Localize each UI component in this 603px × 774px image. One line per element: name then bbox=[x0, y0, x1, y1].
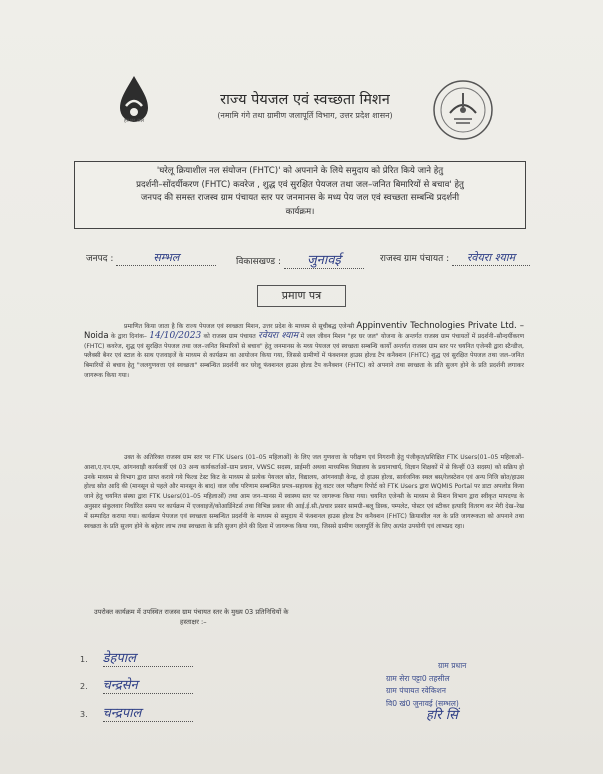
closing-line-1: उपरोक्त कार्यक्रम में उपस्थित राजस्व ग्राम पंचायत स्तर के मुख्य 03 प्रतिनिधियों के bbox=[94, 608, 289, 616]
paragraph-1-lead: प्रमाणित किया जाता है कि राज्य पेयजल एवं स्वच्छता मिशन, उत्तर प्रदेश के माध्यम से सूचीबद्ध एजेन्सी bbox=[124, 323, 355, 330]
stamp-line-1: ग्राम सेरा पट्टा0 तहसील bbox=[386, 673, 450, 683]
block-value: जुनावई bbox=[284, 250, 364, 269]
date-prefix: के द्वारा दिनांक– bbox=[110, 332, 147, 340]
signature-name: डेहपाल bbox=[102, 651, 136, 666]
stamp-line-3: वि0 खं0 जुनावई (सम्भल) bbox=[386, 698, 459, 708]
certificate-paragraph-2: उक्त के अतिरिक्त राजस्व ग्राम स्तर पर FTK Users (01–05 महिलाओं) के लिए जल गुणवत्ता के परीक्षण एवं निगरानी हेतु पंजीकृत/प्रशिक्षित FTK Users(01–05 महिलाओं–आशा,ए.एन.एम, आंगनवाड़ी कार्यकर्त्री एवं 03 अन्य कार्यकर्ताओं–ग्राम प्रधान, VWSC सदस्य, प्राईमरी अथवा माध्यमिक विद्यालय के प्रधानाचार्य, विज्ञान शिक्षकों में से किन्हीं 03 सदस्य) को सक्रिय हो उनके माध्यम से विभाग द्वारा प्राप्त कराये गये फिल्ड टेस्ट किट के माध्यम से प्रत्येक पेयजल स्रोत, विद्यालय, आंगनवाड़ी केन्द्र, दो हाउस होल्ड, सार्वजनिक स्थल बस/रेलस्टेशन एवं अन्य निजि स्रोत/हाउस होल्ड स्रोत आदि की (मानसून से पहले और मानसून के बाद) वाल जाँच परिणाम सम्बन्धित प्रपत्र–सहायक हेतु वाटर जल परीक्षण रिपोर्ट को FTK Users द्वारा WQMIS Portal पर डाटा अपलोड किया जाने हेतु चयनित संस्था द्वारा FTK Users(01–05 महिलाओं) तथा आम जन–मानस में स्वास्थ्य स्तर पर जागरूक किया गया। चयनित एजेन्सी के माध्यम से मिशन विभाग द्वारा स्वीकृत मापदण्ड के अनुसार संकुलवार निर्धारित समय पर कार्यक्रम में एजवाइजें/कोआर्डिनेटर्स तथा विभिन्न प्रकार की आई.ई.सी./प्रचार प्रसार सामग्री–बलू डिस्क, पम्पलेट, पोस्टर एवं स्टीकर इत्यादि वितरण कर मेरी देख–रेख में सम्पादित कराया गया। कार्यक्रम पेयजल एवं स्वच्छता सम्बन्धित प्रदर्शनी के माध्यम से समुदाय में फंक्शनल हाउस होल्ड टैप कनैक्शन (FHTC) क्रियाशील नल के प्रति जागरूकता को अपनाने तथा स्वच्छता के प्रति सुजग होने के बहेतर लाभ तथा स्वच्छता के प्रति सुजग होने की दिशा में जागरूक किया गया, जिससे ग्रामीण जलापूर्ति के लिए अत्यंत उपयोगी एवं लाभप्रद रहा। bbox=[84, 454, 524, 530]
mission-title: राज्य पेयजल एवं स्वच्छता मिशन bbox=[220, 92, 390, 108]
district-label: जनपद : bbox=[86, 254, 114, 264]
stamp-signature: हरि सिं bbox=[426, 708, 458, 723]
signature-number: 2. bbox=[80, 682, 88, 691]
stamp-line-2: ग्राम पंचायत रवेकिशन bbox=[386, 686, 446, 695]
banner-line-4: कार्यक्रम। bbox=[285, 206, 315, 217]
village-label: राजस्व ग्राम पंचायत : bbox=[380, 254, 450, 264]
village-inline: रवेयरा श्याम bbox=[258, 330, 299, 341]
program-description-box bbox=[74, 161, 526, 229]
signature-3 bbox=[80, 703, 193, 722]
signature-2 bbox=[80, 675, 193, 694]
banner-line-3: जनपद की समस्त राजस्व ग्राम पंचायत स्तर पर जनमानस के मध्य पेय जल एवं स्वच्छता सम्बन्धि प्रदर्शनी bbox=[140, 193, 460, 203]
paragraph-1-rest: में जल जीवन मिशन "हर घर जल" योजना के अन्तर्गत राजस्व ग्राम पंचायतों में प्रदर्शनी–सौन्दर्यीकरण (FHTC) कवरेज, शुद्ध एवं सुरक्षित पेयजल तथा जल–जनित बिमारियों से बचाव" हेतु जनमानस के मध्य पेयजल एवं स्वच्छता सम्बन्धि कार्यों अन्तर्गत राजस्व ग्राम स्तर पर चयनित एजेन्सी द्वारा स्टैन्डीज, फ्लैक्सी बैनर एवं स्टाल के साथ एजवाइजें के माध्यम से कार्यक्रम का आयोजन किया गया, जिससे ग्रामीणों में फंक्शनल हाउस होल्ड टैप कनैक्शन (FHTC) शुद्ध एवं सुरक्षित पेयजल तथा जल–जनित बिमारियों से बचाव हेतु "जलगुणवत्ता एवं स्वच्छता" सम्बन्धित प्रदर्शनी कर घरेलू फंक्शनल हाउस होल्ड टैप कनैक्शन (FHTC) को अपनाने तथा स्वच्छता के प्रति सुजग होने के प्रति प्रदर्शनी लगाकर जागरूक किया गया। bbox=[84, 332, 525, 379]
signature-number: 1. bbox=[80, 655, 88, 664]
stamp-line-0: ग्राम प्रधान bbox=[438, 661, 467, 670]
certificate-paragraph-1 bbox=[84, 322, 524, 381]
mission-subtitle: (नमामि गंगे तथा ग्रामीण जलापूर्ति विभाग, उत्तर प्रदेश शासन) bbox=[217, 111, 393, 120]
pradhan-stamp bbox=[386, 660, 526, 723]
village-value: रवेयरा श्याम bbox=[452, 250, 530, 266]
after-date-text: को राजस्व ग्राम पंचायत bbox=[203, 332, 256, 340]
up-government-emblem bbox=[432, 79, 494, 141]
agency-name: Appinventiv Technologies Private Ltd. – Noida bbox=[84, 321, 525, 341]
banner-line-1: 'घरेलू क्रियाशील नल संयोजन (FHTC)' को अपनाने के लिये समुदाय को प्रेरित किये जाने हेतु bbox=[156, 166, 444, 176]
district-field bbox=[86, 250, 216, 266]
signature-number: 3. bbox=[80, 710, 88, 719]
signature-name: चन्द्रपाल bbox=[102, 706, 142, 721]
village-field bbox=[380, 250, 530, 266]
signature-1 bbox=[80, 648, 193, 667]
signature-intro bbox=[84, 607, 384, 627]
block-label: विकासखण्ड : bbox=[236, 257, 282, 267]
logo-caption: हर घर जल bbox=[124, 118, 144, 124]
closing-line-2: हस्ताक्षर :– bbox=[180, 618, 207, 626]
block-field bbox=[236, 250, 364, 269]
banner-line-2: प्रदर्शनी–सोंदर्यीकरण (FHTC) कवरेज , शुद्ध एवं सुरक्षित पेयजल तथा जल–जनित बिमारियों से बचाव' हेतु bbox=[136, 179, 464, 190]
program-date: 14/10/2023 bbox=[149, 330, 202, 341]
signature-name: चन्द्रसेन bbox=[102, 678, 138, 693]
certificate-title: प्रमाण पत्र bbox=[257, 285, 346, 307]
district-value: सम्भल bbox=[116, 250, 216, 266]
